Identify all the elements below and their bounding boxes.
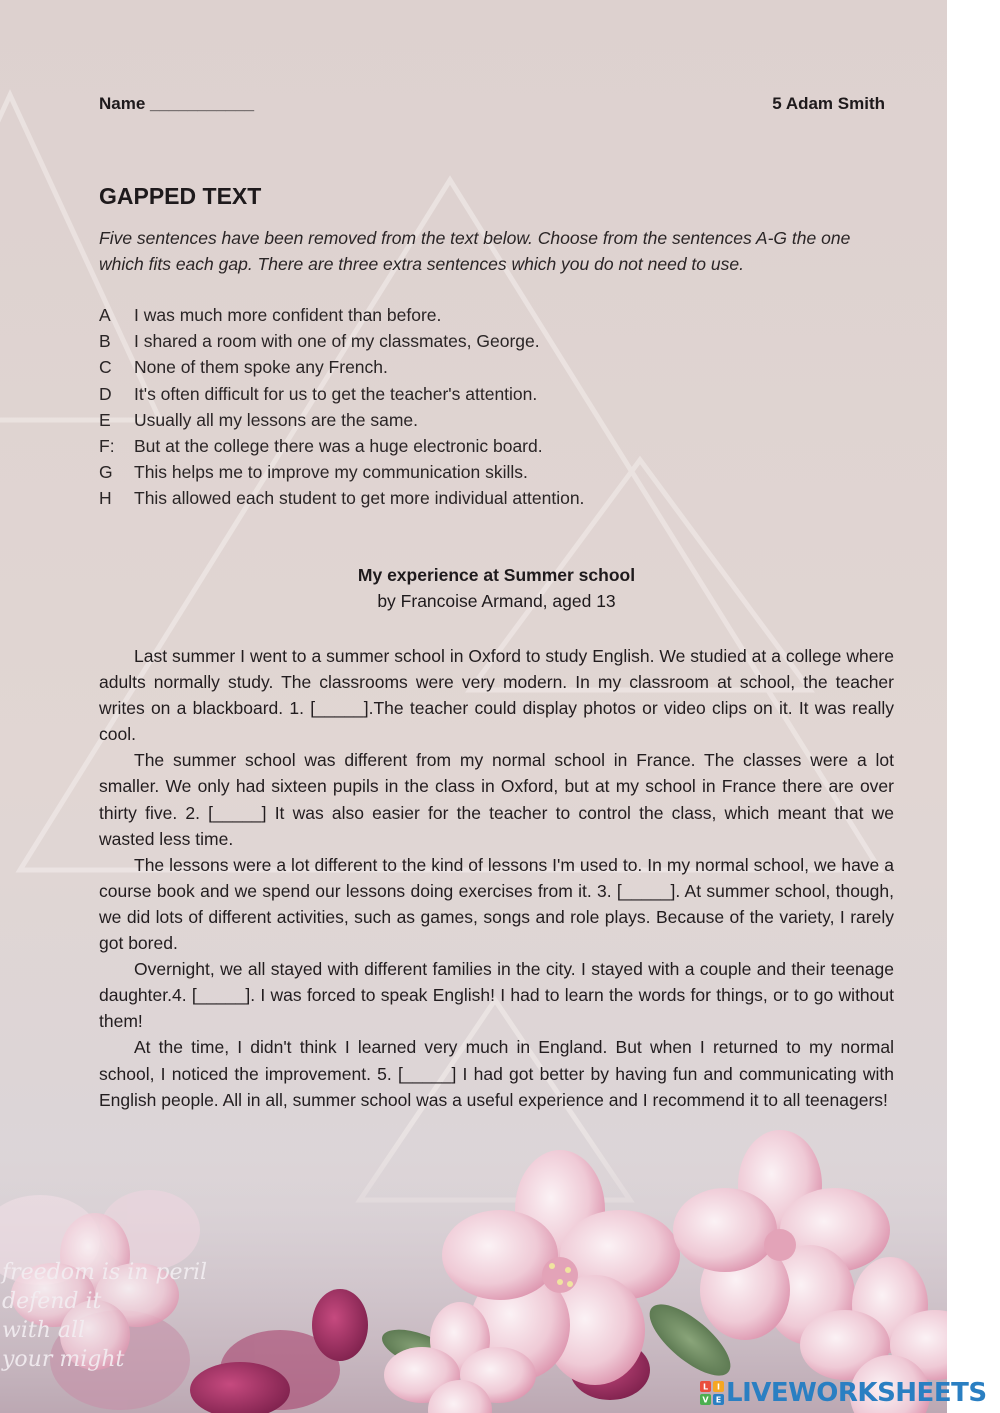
option-letter: E <box>99 409 111 430</box>
article-paragraph: Last summer I went to a summer school in Oxford to study English. We studied at a college where adults normally study. The classrooms were very modern. In my classroom at school, the teacher writes on a blackboard. 1. [_____].The teacher could display photos or video clips on it. It was really cool. <box>99 646 894 745</box>
option-letter: H <box>99 488 112 509</box>
quote-line: defend it <box>2 1289 102 1314</box>
option-letter: D <box>99 383 112 404</box>
option-text: Usually all my lessons are the same. <box>134 409 418 430</box>
option-letter: A <box>99 305 111 325</box>
article-paragraph: The summer school was different from my normal school in France. The classes were a lot smaller. We only had sixteen pupils in the class in Oxford, but at my school in France there are over thirty five. 2. [_____] It was also easier for the teacher to control the class, which meant that we wasted less time. <box>99 750 894 849</box>
option-letter: G <box>99 462 113 483</box>
option-text: I was much more confident than before. <box>134 305 442 325</box>
option-c <box>99 354 894 380</box>
name-field: Name ___________ <box>99 94 255 113</box>
option-e <box>99 407 894 433</box>
option-d <box>99 381 894 407</box>
article-byline: by Francoise Armand, aged 13 <box>377 591 616 611</box>
article-paragraph: The lessons were a lot different to the kind of lessons I'm used to. In my normal school, we have a course book and we spend our lessons doing exercises from it. 3. [_____]. At summer school, though, we did lots of different activities, such as games, songs and role plays. Because of the variety, I rarely got bored. <box>99 854 894 954</box>
article-paragraph: At the time, I didn't think I learned very much in England. But when I returned to my normal school, I noticed the improvement. 5. [_____] I had got better by having fun and communicating with English people. All in all, summer school was a useful experience and I recommend it to all teenagers! <box>99 1037 894 1110</box>
liveworksheets-logo <box>700 1377 995 1409</box>
logo-letter: E <box>715 1395 722 1405</box>
option-g <box>99 459 894 485</box>
article-paragraph: Overnight, we all stayed with different families in the city. I stayed with a couple and their teenage daughter.4. [_____]. I was forced to speak English! I had to learn the words for things, or to go without them! <box>99 959 894 1032</box>
liveworksheets-logo-icon <box>700 1381 724 1405</box>
option-b <box>99 328 894 354</box>
worksheet-header <box>99 94 885 118</box>
option-letter: F: <box>99 435 115 456</box>
class-label: 5 Adam Smith <box>772 94 885 113</box>
option-a <box>99 302 894 328</box>
page-title: GAPPED TEXT <box>99 183 262 209</box>
logo-letter: I <box>717 1382 720 1392</box>
quote-line: freedom is in peril <box>2 1260 208 1285</box>
option-text: None of them spoke any French. <box>134 357 388 378</box>
article-body <box>99 643 894 1113</box>
option-f <box>99 433 894 459</box>
quote-line: with all <box>2 1318 86 1343</box>
option-text: I shared a room with one of my classmates, George. <box>134 331 540 352</box>
sentence-options <box>99 302 894 512</box>
quote-line: your might <box>2 1347 125 1372</box>
option-letter: B <box>99 331 111 352</box>
background-quote <box>2 1258 207 1374</box>
option-text: This allowed each student to get more individual attention. <box>134 488 585 509</box>
option-text: But at the college there was a huge electronic board. <box>134 435 543 456</box>
option-text: It's often difficult for us to get the teacher's attention. <box>134 383 538 404</box>
logo-letter: V <box>702 1395 709 1405</box>
option-h <box>99 485 894 511</box>
liveworksheets-wordmark: LIVEWORKSHEETS <box>726 1378 987 1408</box>
option-text: This helps me to improve my communication skills. <box>134 462 528 483</box>
option-letter: C <box>99 357 112 378</box>
logo-letter: L <box>702 1382 709 1392</box>
article-title: My experience at Summer school <box>357 565 636 585</box>
instructions: Five sentences have been removed from the text below. Choose from the sentences A-G the one which fits each gap. There are three extra sentences which you do not need to use. <box>99 228 851 274</box>
